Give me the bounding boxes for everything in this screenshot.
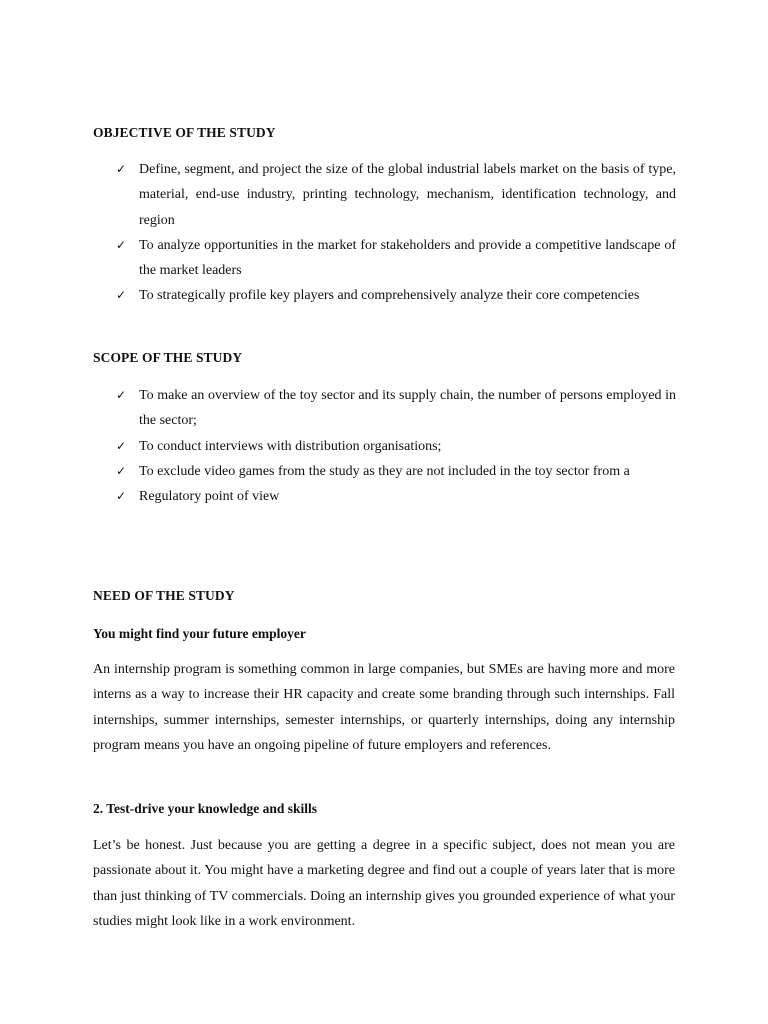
check-mark-icon: ✓: [116, 388, 127, 402]
need-heading: NEED OF THE STUDY: [93, 588, 235, 603]
check-mark-icon: ✓: [116, 438, 127, 453]
list-item-text: To make an overview of the toy sector and its supply chain, the number of persons employed in the sector;: [139, 388, 676, 429]
list-item: [116, 157, 676, 233]
objective-heading: OBJECTIVE OF THE STUDY: [93, 125, 276, 140]
scope-heading: SCOPE OF THE STUDY: [93, 350, 243, 365]
list-item-text: Regulatory point of view: [139, 489, 280, 505]
list-item: [116, 383, 676, 434]
paragraph-internship-program: An internship program is something common in large companies, but SMEs are having more and more interns as a way to increase their HR capacity and create some branding through such internships. Fall internships, summer internships, semester internships, or quarterly internships, doing any internship program means you have an ongoing pipeline of future employers and references.: [93, 662, 675, 753]
list-item: [116, 434, 676, 459]
paragraph-be-honest: Let’s be honest. Just because you are getting a degree in a specific subject, does not mean you are passionate about it. You might have a marketing degree and find out a couple of years later that is more than just thinking of TV commercials. Doing an internship gives you grounded experience of what your studies might look like in a work environment.: [93, 838, 675, 929]
check-mark-icon: ✓: [116, 237, 127, 252]
check-mark-icon: ✓: [116, 162, 127, 176]
check-mark-icon: ✓: [116, 288, 127, 303]
subheading-future-employer: You might find your future employer: [93, 626, 306, 641]
list-item-text: Define, segment, and project the size of the global industrial labels market on the basis of type, material, end-use industry, printing technology, mechanism, identification technology, and region: [139, 162, 676, 228]
list-item: [116, 283, 676, 308]
list-item-text: To conduct interviews with distribution organisations;: [139, 438, 442, 454]
list-item: [116, 484, 676, 509]
list-item: [116, 233, 676, 284]
list-item-text: To strategically profile key players and comprehensively analyze their core competencies: [139, 288, 640, 304]
check-mark-icon: ✓: [116, 489, 127, 504]
subheading-test-drive: 2. Test-drive your knowledge and skills: [93, 801, 318, 816]
list-item: [116, 459, 676, 484]
check-mark-icon: ✓: [116, 463, 127, 478]
list-item-text: To exclude video games from the study as they are not included in the toy sector from a: [139, 463, 630, 479]
scope-list: [116, 383, 676, 509]
list-item-text: To analyze opportunities in the market for stakeholders and provide a competitive landscape of the market leaders: [139, 237, 676, 279]
objective-list: [116, 157, 676, 309]
